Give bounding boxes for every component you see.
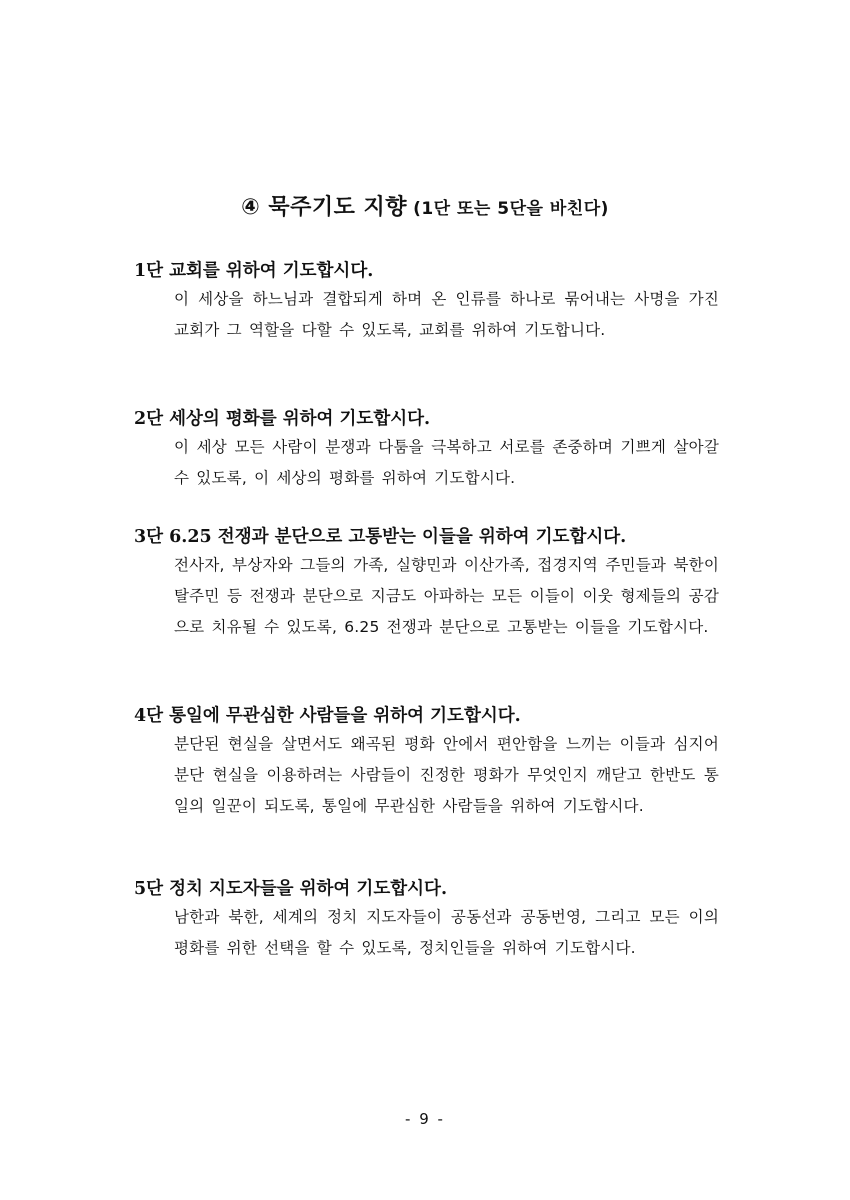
decade-number: 3단 <box>134 527 164 547</box>
decade-section-4 <box>134 703 734 822</box>
decade-heading <box>134 703 734 729</box>
page-title <box>0 190 850 221</box>
decade-heading-text: 정치 지도자들을 위하여 기도합시다. <box>169 879 448 899</box>
decade-number: 1단 <box>134 261 164 281</box>
decade-body: 분단된 현실을 살면서도 왜곡된 평화 안에서 편안함을 느끼는 이들과 심지어 분단 현실을 이용하려는 사람들이 진정한 평화가 무엇인지 깨닫고 한반도 통일의 일꾼이 되도록, 통일에 무관심한 사람들을 위하여 기도합시다. <box>174 735 719 815</box>
decade-body: 전사자, 부상자와 그들의 가족, 실향민과 이산가족, 접경지역 주민들과 북한이탈주민 등 전쟁과 분단으로 지금도 아파하는 모든 이들이 이웃 형제들의 공감으로 치유될 수 있도록, 6.25 전쟁과 분단으로 고통받는 이들을 기도합시다. <box>174 556 719 636</box>
decade-heading-text: 통일에 무관심한 사람들을 위하여 기도합시다. <box>169 706 521 726</box>
decade-number: 2단 <box>134 409 164 429</box>
decade-heading <box>134 406 734 432</box>
decade-heading-text: 세상의 평화를 위하여 기도합시다. <box>169 409 431 429</box>
title-subtitle: (1단 또는 5단을 바친다) <box>413 199 609 219</box>
decade-section-1 <box>134 258 734 346</box>
decade-number: 4단 <box>134 706 164 726</box>
decade-heading-text: 교회를 위하여 기도합시다. <box>169 261 374 281</box>
decade-body: 남한과 북한, 세계의 정치 지도자들이 공동선과 공동번영, 그리고 모든 이의 평화를 위한 선택을 할 수 있도록, 정치인들을 위하여 기도합시다. <box>174 908 719 957</box>
page-number: - 9 - <box>405 1110 445 1128</box>
decade-section-2 <box>134 406 734 494</box>
decade-heading <box>134 258 734 284</box>
decade-heading <box>134 524 734 550</box>
decade-heading <box>134 876 734 902</box>
decade-body: 이 세상을 하느님과 결합되게 하며 온 인류를 하나로 묶어내는 사명을 가진 교회가 그 역할을 다할 수 있도록, 교회를 위하여 기도합니다. <box>174 290 719 339</box>
decade-section-3 <box>134 524 734 643</box>
decade-body: 이 세상 모든 사람이 분쟁과 다툼을 극복하고 서로를 존중하며 기쁘게 살아갈 수 있도록, 이 세상의 평화를 위하여 기도합시다. <box>174 438 719 487</box>
decade-section-5 <box>134 876 734 964</box>
decade-number: 5단 <box>134 879 164 899</box>
title-main: ④ 묵주기도 지향 <box>241 195 408 220</box>
decade-heading-text: 6.25 전쟁과 분단으로 고통받는 이들을 위하여 기도합시다. <box>169 527 627 547</box>
